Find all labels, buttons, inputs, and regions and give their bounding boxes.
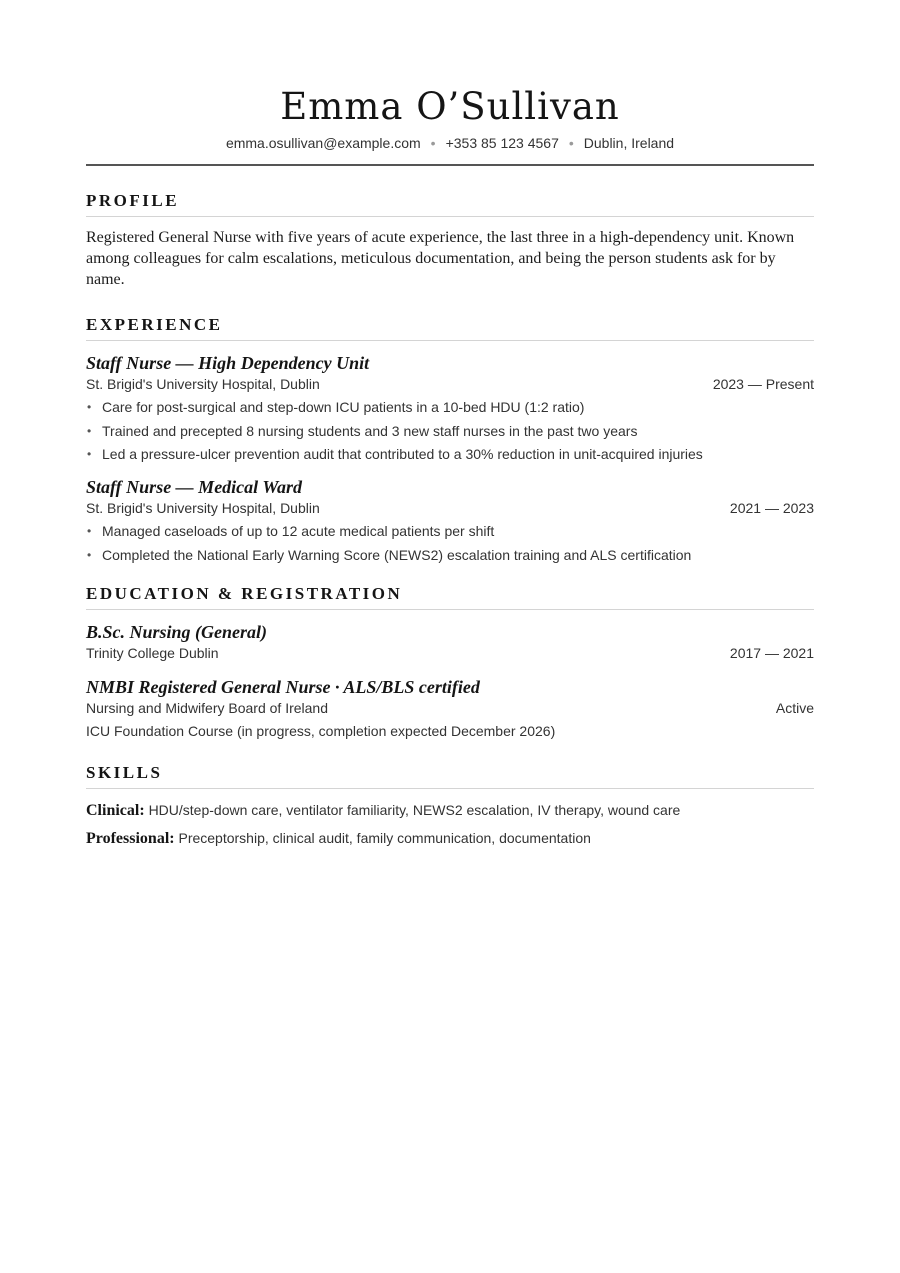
bullet-item: • Trained and precepted 8 nursing students and 3 new staff nurses in the past two years — [86, 422, 814, 440]
course-note: ICU Foundation Course (in progress, completion expected December 2026) — [86, 722, 556, 739]
job-dates: 2023 — Present — [712, 376, 814, 392]
employer: St. Brigid's University Hospital, Dublin — [86, 500, 320, 516]
phone-number: +353 85 123 4567 — [445, 135, 559, 151]
employer: St. Brigid's University Hospital, Dublin — [86, 376, 320, 392]
candidate-name: Emma O’Sullivan — [280, 85, 620, 128]
section-title-education: EDUCATION & REGISTRATION — [86, 584, 814, 610]
bullet-item: • Led a pressure-ulcer prevention audit that contributed to a 30% reduction in unit-acquired injuries — [86, 445, 814, 463]
education-entry — [86, 621, 814, 662]
skills-label: Professional: — [86, 829, 175, 847]
skills-list: HDU/step-down care, ventilator familiarity, NEWS2 escalation, IV therapy, wound care — [148, 801, 681, 818]
email-link[interactable]: emma.osullivan@example.com — [225, 135, 421, 151]
registration-title: NMBI Registered General Nurse · ALS/BLS certified — [86, 676, 480, 697]
job-meta — [86, 499, 814, 517]
resume-page — [86, 84, 814, 848]
registration-body: Nursing and Midwifery Board of Ireland — [86, 699, 329, 716]
section-title-experience: EXPERIENCE — [86, 315, 814, 341]
job-bullets — [86, 398, 814, 463]
resume-header — [86, 84, 814, 166]
separator-dot: • — [568, 135, 574, 151]
experience-entry — [86, 476, 814, 564]
skills-label: Clinical: — [86, 801, 145, 819]
header-divider — [86, 164, 814, 166]
bullet-item: • Managed caseloads of up to 12 acute medical patients per shift — [86, 522, 814, 540]
section-title-skills: SKILLS — [86, 763, 814, 789]
registration-meta — [86, 699, 814, 717]
education-section — [86, 584, 814, 740]
skills-clinical — [86, 801, 814, 820]
contact-line — [86, 134, 814, 152]
job-bullets — [86, 522, 814, 564]
bullet-item: • Completed the National Early Warning Score (NEWS2) escalation training and ALS certification — [86, 546, 814, 564]
profile-summary: Registered General Nurse with five years of acute experience, the last three in a high-dependency unit. Known among colleagues for calm escalations, meticulous documentation, and being the person students ask for by name. — [86, 229, 795, 288]
bullet-item: • Care for post-surgical and step-down ICU patients in a 10-bed HDU (1:2 ratio) — [86, 398, 814, 416]
education-dates: 2017 — 2021 — [729, 644, 814, 661]
skills-professional — [86, 829, 814, 848]
education-meta — [86, 644, 814, 662]
skills-list: Preceptorship, clinical audit, family communication, documentation — [178, 829, 591, 846]
job-title: Staff Nurse — Medical Ward — [86, 477, 303, 497]
profile-section — [86, 191, 814, 290]
registration-entry — [86, 676, 814, 740]
experience-section — [86, 315, 814, 564]
location: Dublin, Ireland — [583, 135, 675, 151]
skills-section — [86, 763, 814, 848]
section-title-profile: PROFILE — [86, 191, 814, 217]
job-dates: 2021 — 2023 — [729, 500, 814, 516]
job-title: Staff Nurse — High Dependency Unit — [86, 353, 370, 373]
experience-entry — [86, 352, 814, 463]
job-meta — [86, 375, 814, 393]
institution: Trinity College Dublin — [86, 644, 219, 661]
degree-title: B.Sc. Nursing (General) — [86, 621, 268, 642]
separator-dot: • — [430, 135, 436, 151]
registration-status: Active — [775, 699, 814, 716]
